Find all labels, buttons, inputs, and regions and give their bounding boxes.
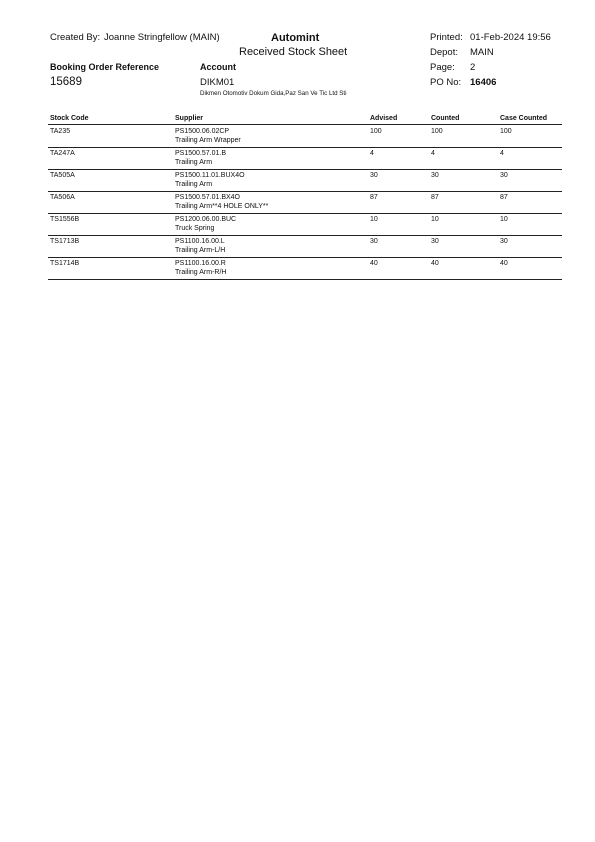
booking-reference-label: Booking Order Reference — [50, 62, 160, 72]
row-divider — [48, 235, 562, 236]
cell-counted: 100 — [431, 128, 443, 135]
cell-description: Trailing Arm-L/H — [175, 247, 226, 254]
row-divider — [48, 279, 562, 280]
col-header-advised: Advised — [370, 115, 398, 122]
po-number: 16406 — [470, 77, 497, 88]
cell-case-counted: 30 — [500, 238, 508, 245]
account-name: Dikmen Otomotiv Dokum Gida,Paz San Ve Tic Ltd Sti — [200, 90, 347, 97]
cell-description: Trailing Arm — [175, 181, 213, 188]
cell-counted: 30 — [431, 172, 439, 179]
booking-reference-value: 15689 — [50, 76, 82, 88]
col-header-case-counted: Case Counted — [500, 115, 548, 122]
cell-supplier-code: PS1100.16.00.R — [175, 260, 226, 267]
cell-advised: 30 — [370, 172, 378, 179]
depot-value: MAIN — [470, 47, 494, 58]
cell-advised: 10 — [370, 216, 378, 223]
po-label: PO No: — [430, 77, 462, 88]
page-label: Page: — [430, 62, 455, 73]
row-divider — [48, 191, 562, 192]
cell-advised: 40 — [370, 260, 378, 267]
cell-supplier-code: PS1500.57.01.BX4O — [175, 194, 240, 201]
printed-value: 01-Feb-2024 19:56 — [470, 32, 551, 43]
company-name: Automint — [271, 32, 320, 44]
cell-counted: 87 — [431, 194, 439, 201]
cell-advised: 30 — [370, 238, 378, 245]
cell-counted: 4 — [431, 150, 435, 157]
printed-label: Printed: — [430, 32, 463, 43]
cell-advised: 100 — [370, 128, 382, 135]
cell-stock-code: TS1714B — [50, 260, 80, 267]
cell-case-counted: 4 — [500, 150, 504, 157]
account-code: DIKM01 — [200, 77, 235, 88]
cell-stock-code: TA247A — [50, 150, 75, 157]
cell-case-counted: 10 — [500, 216, 508, 223]
account-label: Account — [200, 62, 236, 72]
cell-description: Trailing Arm-R/H — [175, 269, 227, 276]
cell-advised: 87 — [370, 194, 378, 201]
cell-supplier-code: PS1200.06.00.BUC — [175, 216, 237, 223]
cell-stock-code: TA505A — [50, 172, 75, 179]
sheet-title: Received Stock Sheet — [239, 46, 348, 58]
cell-stock-code: TS1556B — [50, 216, 80, 223]
col-header-stock-code: Stock Code — [50, 115, 89, 122]
cell-stock-code: TA506A — [50, 194, 75, 201]
cell-counted: 40 — [431, 260, 439, 267]
cell-case-counted: 40 — [500, 260, 508, 267]
cell-case-counted: 30 — [500, 172, 508, 179]
created-by-value: Joanne Stringfellow (MAIN) — [104, 32, 220, 43]
cell-supplier-code: PS1500.11.01.BUX4O — [175, 172, 245, 179]
cell-case-counted: 100 — [500, 128, 512, 135]
page-number: 2 — [470, 62, 476, 73]
depot-label: Depot: — [430, 47, 458, 58]
col-header-counted: Counted — [431, 115, 460, 122]
row-divider — [48, 147, 562, 148]
created-by-label: Created By: — [50, 32, 101, 43]
cell-counted: 10 — [431, 216, 439, 223]
row-divider — [48, 169, 562, 170]
header-divider — [48, 124, 562, 125]
cell-case-counted: 87 — [500, 194, 508, 201]
row-divider — [48, 213, 562, 214]
col-header-supplier: Supplier — [175, 115, 204, 122]
cell-stock-code: TA235 — [50, 128, 71, 135]
cell-counted: 30 — [431, 238, 439, 245]
cell-supplier-code: PS1500.06.02CP — [175, 128, 230, 135]
cell-description: Truck Spring — [175, 225, 215, 232]
cell-description: Trailing Arm**4 HOLE ONLY** — [175, 203, 269, 210]
cell-description: Trailing Arm Wrapper — [175, 137, 241, 144]
row-divider — [48, 257, 562, 258]
cell-supplier-code: PS1100.16.00.L — [175, 238, 225, 245]
cell-description: Trailing Arm — [175, 159, 213, 166]
cell-supplier-code: PS1500.57.01.B — [175, 150, 226, 157]
cell-stock-code: TS1713B — [50, 238, 80, 245]
cell-advised: 4 — [370, 150, 374, 157]
